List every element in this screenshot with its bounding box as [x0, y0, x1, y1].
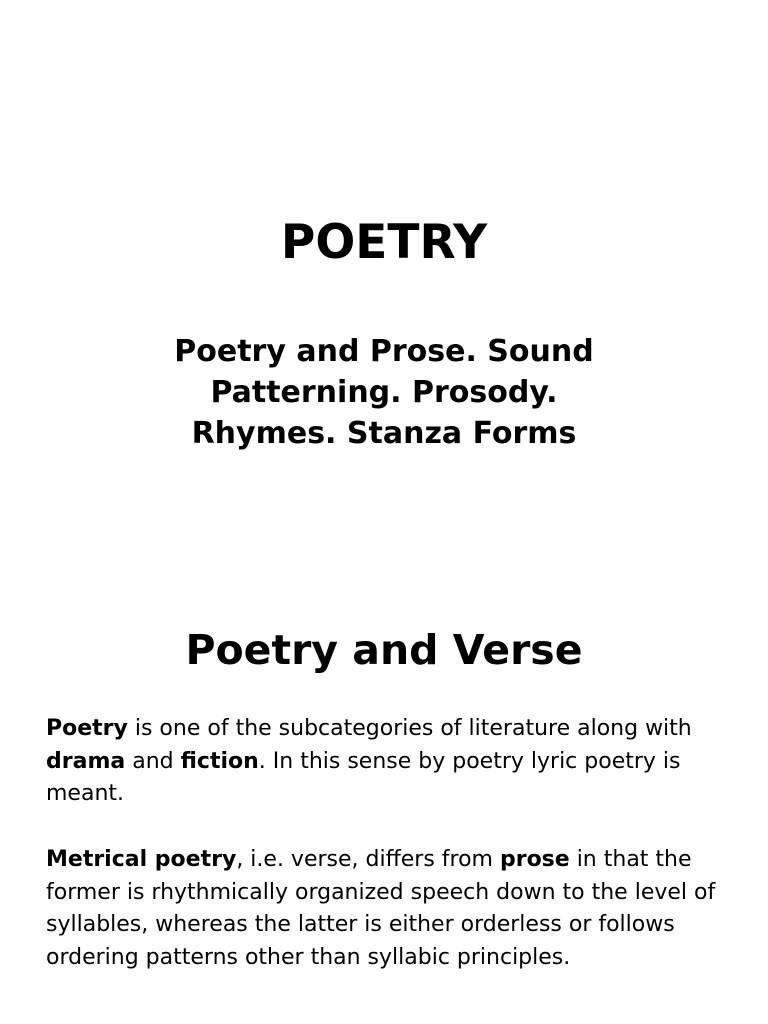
text: and: [125, 748, 181, 774]
section-heading: Poetry and Verse: [185, 626, 583, 674]
text: , i.e. verse, differs from: [236, 847, 500, 872]
term-poetry: Poetry: [46, 716, 128, 741]
subtitle-line: Poetry and Prose. Sound: [174, 334, 594, 369]
slide-title: POETRY: [280, 215, 488, 270]
paragraph-metrical-poetry: [46, 844, 726, 974]
paragraph-poetry-definition: [46, 713, 726, 811]
text: in that the former is rhythmically organized speech down to the level of syllables, whereas the latter is either orderless or follows ordering patterns other than syllabic principles.: [46, 847, 716, 970]
slide-subtitle: [0, 331, 768, 454]
term-prose: prose: [499, 847, 570, 872]
subtitle-line: Rhymes. Stanza Forms: [191, 416, 577, 451]
term-fiction: fiction: [180, 748, 259, 774]
subtitle-line: Patterning. Prosody.: [210, 375, 558, 410]
text: . In this sense by poetry lyric poetry is meant.: [46, 748, 681, 807]
text: is one of the subcategories of literature along with: [127, 716, 692, 741]
term-metrical-poetry: Metrical poetry: [46, 847, 237, 872]
term-drama: drama: [46, 748, 126, 774]
